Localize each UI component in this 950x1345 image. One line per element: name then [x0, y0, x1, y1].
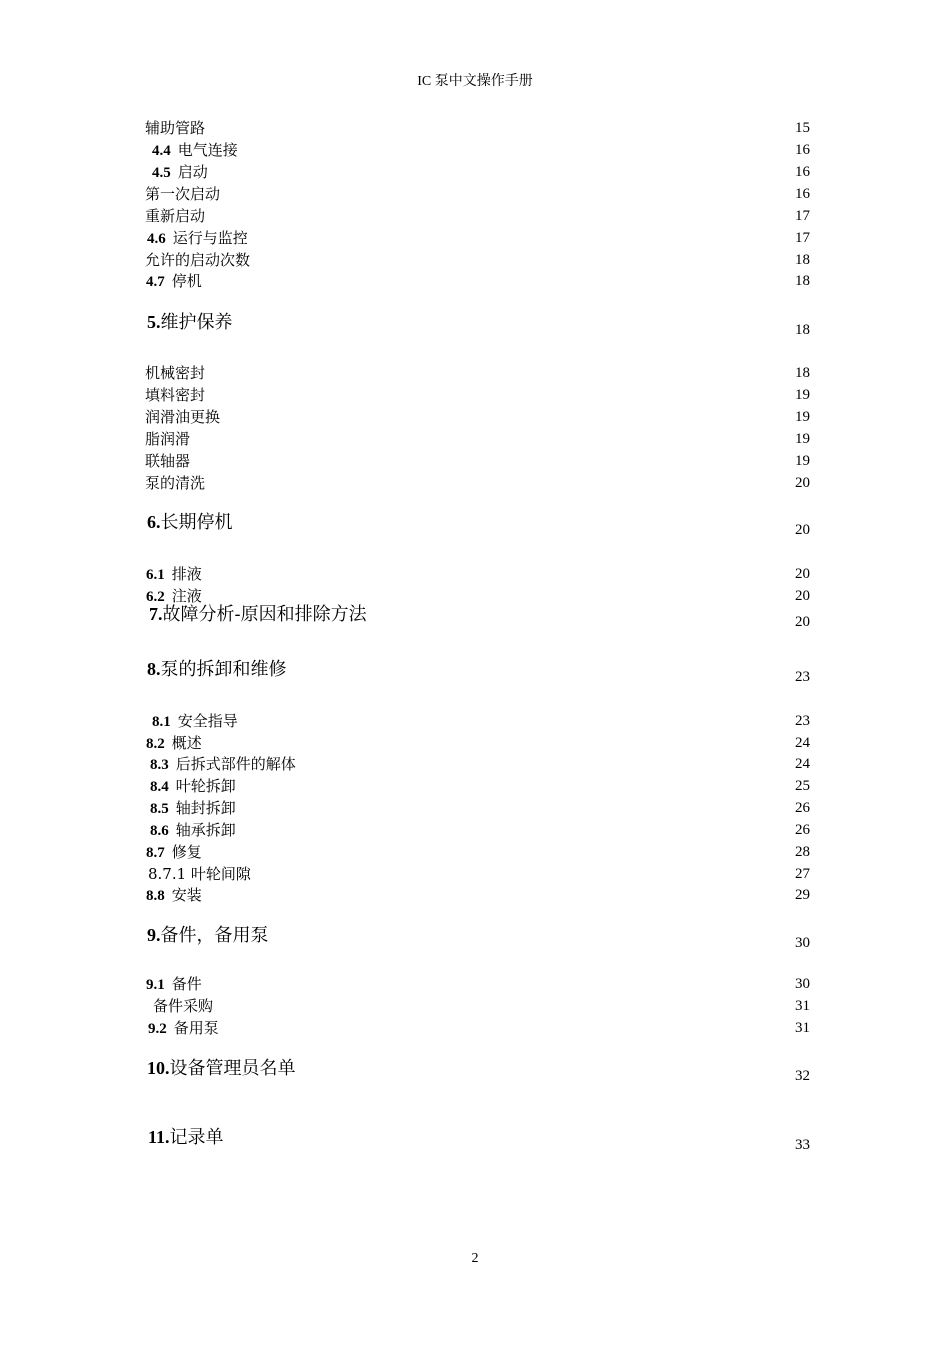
toc-entry-label: [150, 820, 236, 841]
toc-section-number: 7.: [149, 604, 163, 624]
toc-page-number: 20: [795, 566, 810, 582]
toc-section-number: 8.1: [152, 714, 171, 730]
toc-section-number: 4.5: [152, 165, 171, 181]
toc-page-number: 18: [795, 252, 810, 268]
toc-section-title: 故障分析-原因和排除方法: [162, 604, 367, 625]
toc-entry-label: [145, 473, 205, 493]
toc-page-number: 25: [795, 778, 810, 794]
toc-row: [0, 140, 950, 162]
toc-row: [0, 206, 950, 228]
toc-chapter-row: [0, 512, 950, 540]
toc-page-number: 29: [795, 887, 810, 903]
toc-page-number: 18: [795, 322, 810, 338]
toc-page-number: 18: [795, 273, 810, 289]
toc-entry-label: [145, 451, 190, 471]
toc-section-number: 8.3: [150, 757, 169, 773]
toc-section-number: 8.5: [150, 801, 169, 817]
toc-section-title: 第一次启动: [145, 185, 221, 203]
page-number: 2: [471, 1251, 479, 1266]
toc-row: [0, 385, 950, 407]
toc-section-number: 9.2: [148, 1021, 167, 1037]
toc-entry-label: [146, 885, 202, 906]
toc-chapter-row: [0, 925, 950, 953]
toc-row: [0, 1018, 950, 1040]
toc-entry-label: [148, 864, 251, 884]
toc-page-number: 17: [795, 230, 810, 246]
toc-page-number: 26: [795, 822, 810, 838]
toc-section-title: 辅助管路: [145, 119, 206, 137]
toc-section-title: 概述: [171, 734, 202, 752]
toc-row: [0, 250, 950, 272]
toc-row: [0, 996, 950, 1018]
toc-chapter-row: [0, 1127, 950, 1155]
toc-page-number: 20: [795, 614, 810, 630]
toc-section-title: 脂润滑: [145, 430, 191, 448]
toc-page-number: 20: [795, 522, 810, 538]
toc-section-number: 10.: [147, 1058, 170, 1078]
toc-section-title: 备用泵: [173, 1019, 219, 1037]
toc-page-number: 30: [795, 935, 810, 951]
toc-section-number: 4.7: [146, 274, 165, 290]
toc-section-title: 电气连接: [177, 141, 238, 159]
toc-row: [0, 711, 950, 733]
toc-page-number: 33: [795, 1137, 810, 1153]
toc-page-number: 31: [795, 998, 810, 1014]
toc-entry-label: [149, 602, 367, 627]
toc-section-number: 5.: [147, 312, 161, 332]
toc-chapter-row: [0, 659, 950, 687]
toc-section-number: 8.8: [146, 888, 165, 904]
toc-page-number: 16: [795, 142, 810, 158]
toc-entry-label: [147, 510, 233, 535]
toc-entry-label: [150, 754, 296, 775]
toc-page-number: 19: [795, 409, 810, 425]
toc-section-title: 填料密封: [145, 386, 206, 404]
toc-section-title: 备件: [171, 975, 202, 993]
toc-section-number: 8.6: [150, 823, 169, 839]
toc-section-title: 轴封拆卸: [175, 799, 236, 817]
toc-entry-label: [145, 363, 205, 383]
toc-section-title: 泵的清洗: [145, 474, 206, 492]
toc-section-number: 9.1: [146, 977, 165, 993]
toc-row: [0, 407, 950, 429]
toc-entry-label: [145, 407, 220, 427]
toc-row: [0, 429, 950, 451]
toc-entry-label: [147, 1056, 296, 1081]
toc-row: [0, 564, 950, 586]
toc-row: [0, 842, 950, 864]
toc-section-title: 备件采购: [153, 997, 214, 1015]
toc-entry-label: [147, 228, 248, 249]
toc-section-number: 6.1: [146, 567, 165, 583]
toc-section-number: 8.4: [150, 779, 169, 795]
toc-section-title: 备件，备用泵: [160, 925, 269, 946]
toc-row: [0, 885, 950, 907]
toc-chapter-row: [0, 1058, 950, 1086]
toc-section-title: 叶轮拆卸: [175, 777, 236, 795]
toc-section-title: 记录单: [169, 1127, 224, 1148]
toc-section-title: 注液: [171, 587, 202, 605]
toc-section-title: 启动: [177, 163, 208, 181]
toc-section-title: 泵的拆卸和维修: [160, 659, 287, 680]
toc-entry-label: [146, 842, 202, 863]
toc-section-title: 安装: [171, 886, 202, 904]
toc-entry-label: [145, 385, 205, 405]
toc-page-number: 24: [795, 735, 810, 751]
toc-page-number: 20: [795, 588, 810, 604]
toc-row: [0, 363, 950, 385]
toc-row: [0, 776, 950, 798]
toc-page-number: 28: [795, 844, 810, 860]
toc-section-title: 联轴器: [145, 452, 191, 470]
toc-page-number: 17: [795, 208, 810, 224]
toc-section-title: 停机: [171, 272, 202, 290]
toc-row: [0, 451, 950, 473]
toc-chapter-row: [0, 312, 950, 340]
page-header: IC 泵中文操作手册: [417, 74, 533, 89]
toc-row: [0, 162, 950, 184]
toc-section-title: 维护保养: [160, 312, 233, 333]
toc-entry-label: [146, 271, 202, 292]
toc-row: [0, 974, 950, 996]
toc-page-number: 23: [795, 713, 810, 729]
toc-page-number: 18: [795, 365, 810, 381]
toc-section-number: 4.6: [147, 231, 166, 247]
toc-page-number: 27: [795, 866, 810, 882]
toc-entry-label: [145, 118, 205, 138]
toc-entry-label: [152, 711, 238, 732]
toc-section-title: 8.7.1 叶轮间隙: [148, 865, 251, 883]
toc-entry-label: [150, 776, 236, 797]
toc-page-number: 32: [795, 1068, 810, 1084]
toc-entry-label: [147, 310, 233, 335]
toc-section-title: 后拆式部件的解体: [175, 755, 296, 773]
toc-page-number: 15: [795, 120, 810, 136]
toc-section-number: 11.: [148, 1127, 170, 1147]
toc-row: [0, 228, 950, 250]
toc-entry-label: [146, 733, 202, 754]
toc-row: [0, 798, 950, 820]
toc-entry-label: [146, 974, 202, 995]
toc-row: [0, 864, 950, 886]
toc-entry-label: [145, 429, 190, 449]
toc-section-number: 8.: [147, 659, 161, 679]
toc-section-title: 润滑油更换: [145, 408, 221, 426]
toc-section-title: 修复: [171, 843, 202, 861]
toc-section-title: 轴承拆卸: [175, 821, 236, 839]
toc-page-number: 20: [795, 475, 810, 491]
toc-row: [0, 733, 950, 755]
toc-section-number: 9.: [147, 925, 161, 945]
toc-section-title: 机械密封: [145, 364, 206, 382]
toc-page-number: 31: [795, 1020, 810, 1036]
toc-entry-label: [148, 1018, 219, 1039]
toc-row: [0, 118, 950, 140]
toc-entry-label: [150, 798, 236, 819]
toc-section-number: 4.4: [152, 143, 171, 159]
toc-section-title: 运行与监控: [172, 229, 248, 247]
toc-entry-label: [145, 184, 220, 204]
toc-entry-label: [152, 162, 208, 183]
toc-section-number: 6.: [147, 512, 161, 532]
toc-section-number: 6.2: [146, 589, 165, 605]
toc-row: [0, 473, 950, 495]
toc-section-number: 8.2: [146, 736, 165, 752]
toc-page-number: 24: [795, 756, 810, 772]
toc-entry-label: [153, 996, 213, 1016]
toc-entry-label: [147, 923, 269, 948]
toc-page-number: 16: [795, 186, 810, 202]
toc-section-title: 重新启动: [145, 207, 206, 225]
toc-page-number: 19: [795, 431, 810, 447]
toc-row: [0, 754, 950, 776]
toc-entry-label: [152, 140, 238, 161]
toc-row: [0, 271, 950, 293]
toc-section-title: 安全指导: [177, 712, 238, 730]
toc-chapter-row: [0, 604, 950, 632]
toc-row: [0, 184, 950, 206]
toc-page-number: 16: [795, 164, 810, 180]
toc-entry-label: [145, 206, 205, 226]
toc-page-number: 23: [795, 669, 810, 685]
toc-section-title: 排液: [171, 565, 202, 583]
toc-row: [0, 586, 950, 608]
toc-section-title: 长期停机: [160, 512, 233, 533]
toc-section-title: 允许的启动次数: [145, 251, 251, 269]
toc-entry-label: [147, 657, 287, 682]
toc-page-number: 30: [795, 976, 810, 992]
toc-entry-label: [145, 250, 250, 270]
toc-page-number: 19: [795, 387, 810, 403]
toc-entry-label: [148, 1125, 224, 1150]
toc-section-title: 设备管理员名单: [169, 1058, 296, 1079]
toc-row: [0, 820, 950, 842]
toc-section-number: 8.7: [146, 845, 165, 861]
toc-page-number: 26: [795, 800, 810, 816]
toc-page-number: 19: [795, 453, 810, 469]
toc-entry-label: [146, 564, 202, 585]
